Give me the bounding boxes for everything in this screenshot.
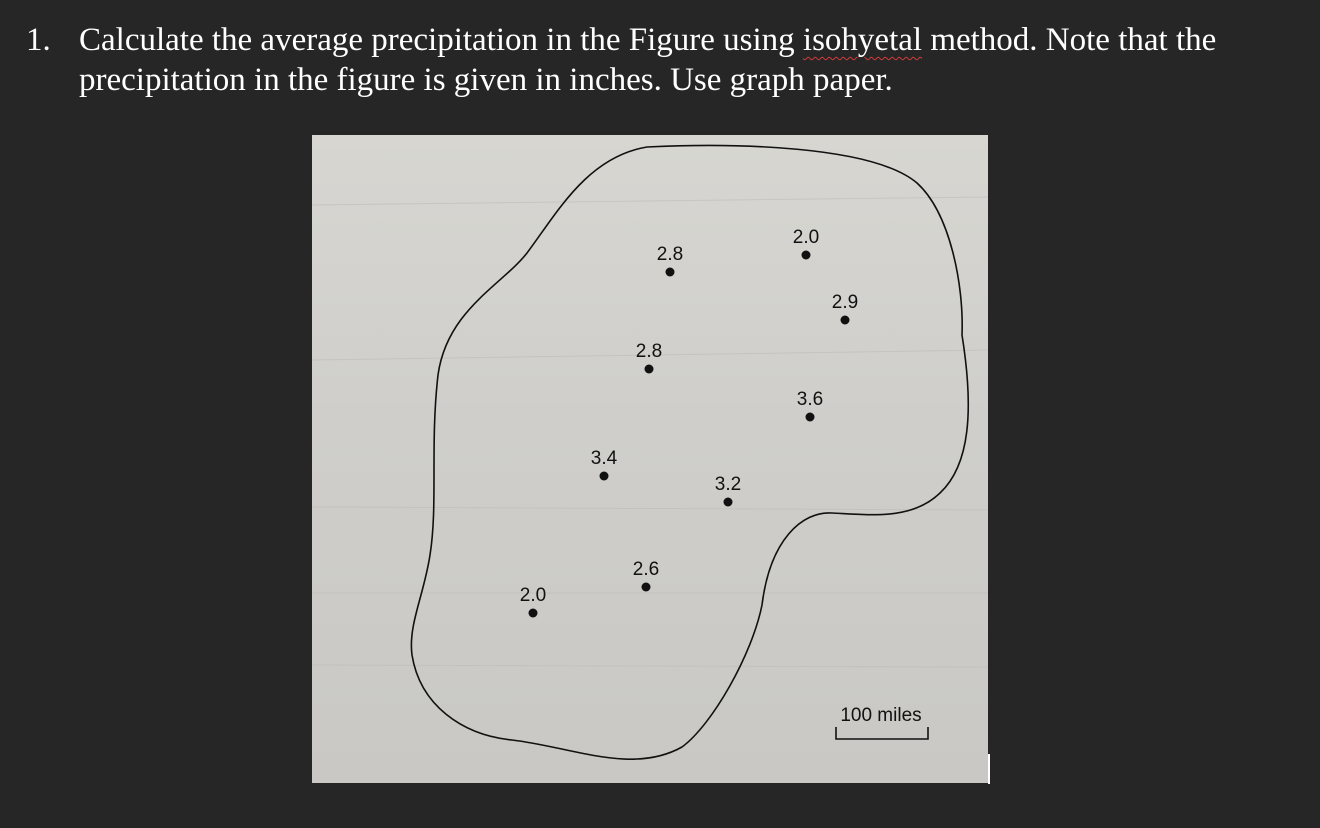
station-value-label: 3.4	[590, 448, 618, 469]
station-dot	[645, 365, 654, 374]
question-line-1-end: method. Note that the	[922, 22, 1217, 58]
question-line-1-start: Calculate the average precipitation in the Figure using	[79, 22, 803, 58]
isohyetal-figure	[312, 135, 988, 783]
paper-bleed-lines	[312, 197, 988, 667]
spellcheck-flagged-word: isohyetal	[802, 22, 923, 58]
station-dot	[600, 472, 609, 481]
text-cursor	[988, 754, 990, 784]
station-dot	[802, 251, 811, 260]
question-number: 1.	[26, 22, 51, 58]
station-dot	[841, 316, 850, 325]
scale-bar-label: 100 miles	[840, 705, 922, 726]
station-value-label: 2.9	[831, 292, 859, 313]
station-value-label: 2.8	[656, 244, 684, 265]
station-value-label: 2.0	[792, 227, 820, 248]
station-dot	[806, 413, 815, 422]
station-dot	[642, 583, 651, 592]
station-value-label: 2.6	[632, 559, 660, 580]
question-line-2: precipitation in the figure is given in inches. Use graph paper.	[79, 62, 893, 98]
question-line-1	[79, 20, 1216, 60]
station-dot	[666, 268, 675, 277]
station-value-label: 3.2	[714, 474, 742, 495]
scale-bar	[836, 727, 928, 739]
station-dot	[724, 498, 733, 507]
station-dot	[529, 609, 538, 618]
station-value-label: 3.6	[796, 389, 824, 410]
station-group	[520, 227, 858, 618]
station-value-label: 2.0	[519, 585, 547, 606]
station-value-label: 2.8	[635, 341, 663, 362]
figure-photo	[312, 135, 988, 783]
